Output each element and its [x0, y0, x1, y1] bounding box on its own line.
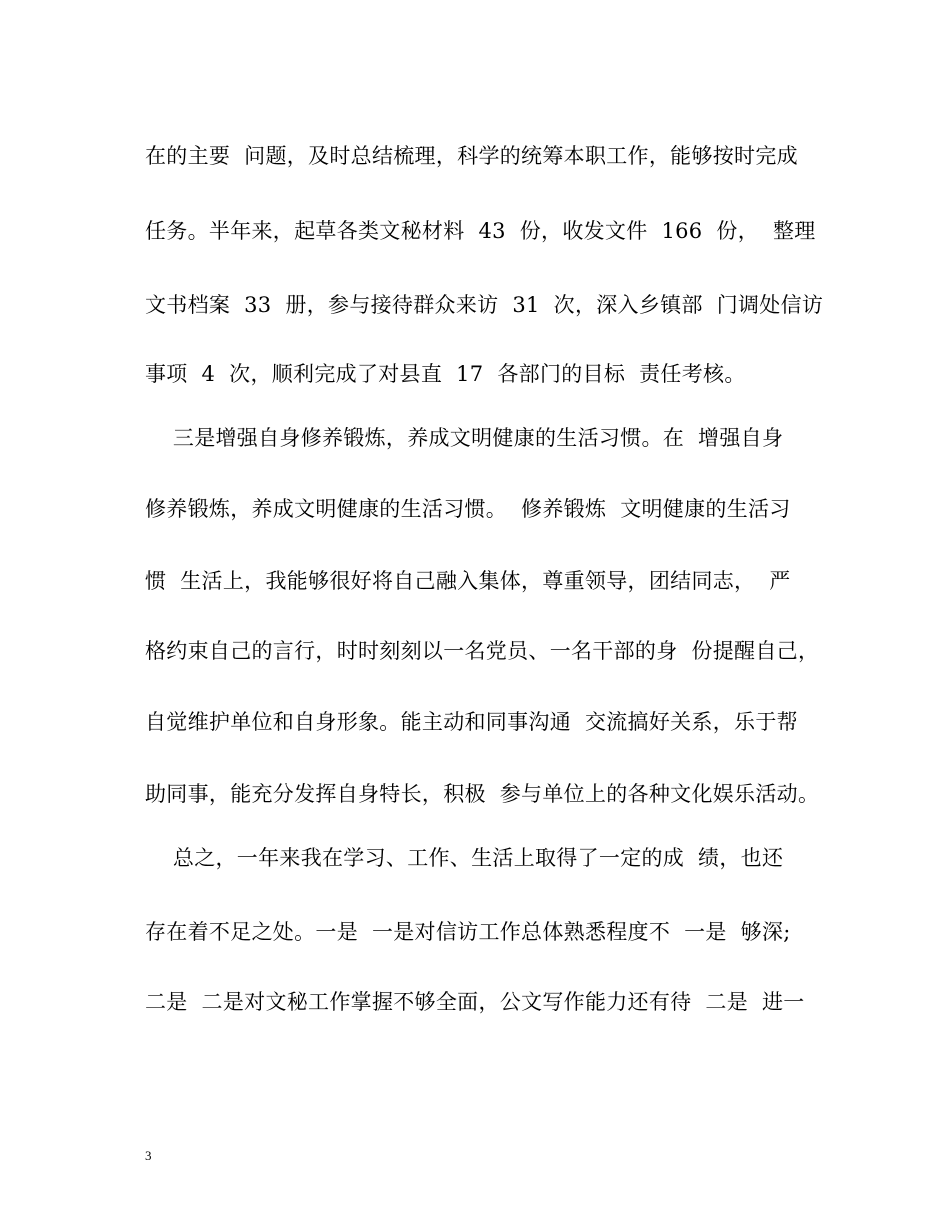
body-text-line: 三是增强自身修养锻炼，养成文明健康的生活习惯。在 增强自身: [145, 426, 784, 450]
body-text-line: 事项 4 次，顺利完成了对县直 17 各部门的目标 责任考核。: [145, 362, 746, 386]
body-text-line: 存在着不足之处。一是 一是对信访工作总体熟悉程度不 一是 够深;: [145, 920, 791, 944]
page-number: 3: [145, 1148, 152, 1163]
body-text-line: 总之，一年来我在学习、工作、生活上取得了一定的成 绩，也还: [145, 846, 784, 870]
body-text-line: 二是 二是对文秘工作掌握不够全面，公文写作能力还有待 二是 进一: [145, 990, 805, 1014]
body-text-line: 在的主要 问题，及时总结梳理，科学的统筹本职工作，能够按时完成: [145, 144, 798, 168]
body-text-line: 文书档案 33 册，参与接待群众来访 31 次，深入乡镇部 门调处信访: [145, 293, 824, 317]
body-text-line: 修养锻炼，养成文明健康的生活习惯。 修养锻炼 文明健康的生活习: [145, 497, 791, 521]
body-text-line: 自觉维护单位和自身形象。能主动和同事沟通 交流搞好关系，乐于帮: [145, 710, 798, 734]
body-text-line: 助同事，能充分发挥自身特长，积极 参与单位上的各种文化娱乐活动。: [145, 782, 820, 806]
body-text-line: 惯 生活上，我能够很好将自己融入集体，尊重领导，团结同志， 严: [145, 569, 791, 593]
body-text-line: 任务。半年来，起草各类文秘材料 43 份，收发文件 166 份， 整理: [145, 219, 816, 243]
body-text-line: 格约束自己的言行，时时刻刻以一名党员、一名干部的身 份提醒自己，: [145, 639, 820, 663]
